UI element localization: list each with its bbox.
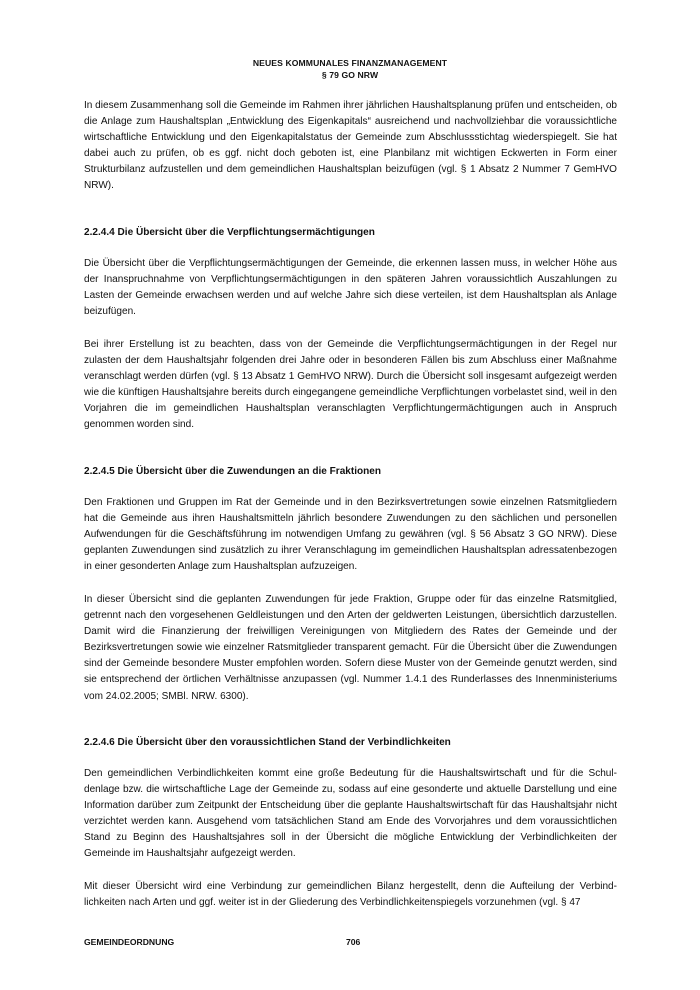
section-paragraph: Mit dieser Übersicht wird eine Verbindung zur gemeindlichen Bilanz hergestellt, denn die Aufteilung der Verbindlichkeiten nach Arten und ggf. weiter ist in der Gliederung des Verbindlichkeitenspiegels vorzunehmen (vgl. § 47 xyxy=(84,881,617,909)
intro-paragraph: In diesem Zusammenhang soll die Gemeinde im Rahmen ihrer jährlichen Haushaltsplanung prüfen und entscheiden, ob die Anlage zum Haushaltsplan „Entwicklung des Eigenkapitals“ ausreichend und nachvollziehbar die voraussichtliche wirtschaftliche Entwicklung und den Eigenkapitalstatus der Gemeinde zum Abschlussstichtag wiederspiegelt. Sie hat dabei auch zu prüfen, ob es ggf. nicht doch geboten ist, eine Planbilanz mit wichtigen Eckwerten in Form einer Strukturbilanz aufzustellen und dem gemeindlichen Haushaltsplan beizufügen (vgl. § 1 Absatz 2 Nummer 7 GemHVO NRW). xyxy=(84,100,617,192)
section-paragraph: Den gemeindlichen Verbindlichkeiten kommt eine große Bedeutung für die Haushaltswirtschaft und für die Schuldenlage bzw. die wirtschaftliche Lage der Gemeinde zu, sodass auf eine gesonderte und aktuelle Darstellung und eine Information darüber zum Zeitpunkt der Entscheidung über die geplante Haushaltswirtschaft für das Haushaltsjahr nicht verzichtet werden kann. Ausgehend vom tatsächlichen Stand am Ende des Vorvorjahres und dem voraussichtlichen Stand zu Beginn des Haushaltsjahres soll in der Übersicht die mögliche Entwicklung der Verbindlichkeiten der Gemeinde im Haushaltsjahr aufgezeigt werden. xyxy=(84,767,617,860)
header-section-ref: § 79 GO NRW xyxy=(321,70,379,80)
page-header xyxy=(0,57,700,81)
header-title: NEUES KOMMUNALES FINANZMANAGEMENT xyxy=(252,58,448,68)
section-paragraph: Die Übersicht über die Verpflichtungsermächtigungen der Gemeinde, die erkennen lassen muss, in welcher Höhe aus der Inanspruchnahme von Verpflichtungsermächtigungen in den späteren Jahren voraussichtlich Auszahlungen zu Lasten der Gemeinde erwachsen werden und auf welche Jahre sich diese verteilen, ist dem Haushaltsplan als Anlage beizufügen. xyxy=(84,257,617,317)
section-paragraph: Den Fraktionen und Gruppen im Rat der Gemeinde und in den Bezirksvertretungen sowie einzelnen Ratsmitgliedern hat die Gemeinde aus ihren Haushaltsmitteln jährlich besondere Zuwendungen zu den sächlichen und personellen Aufwendungen für die Geschäftsführung im notwendigen Umfang zu gewähren (vgl. § 56 Absatz 3 GO NRW). Diese geplanten Zuwendungen sind zusätzlich zu ihrer Veranschlagung im gemeindlichen Haushaltsplan adressatenbezogen in einer gesonderten Anlage zum Haushaltsplan aufzuzeigen. xyxy=(84,496,617,572)
footer-document-title: GEMEINDEORDNUNG xyxy=(84,937,175,947)
section-paragraph: Bei ihrer Erstellung ist zu beachten, dass von der Gemeinde die Verpflichtungsermächtigungen in der Regel nur zulasten der dem Haushaltsjahr folgenden drei Jahre oder in besonderen Fällen bis zum Abschluss einer Maßnahme veranschlagt werden dürfen (vgl. § 13 Absatz 1 GemHVO NRW). Durch die Übersicht soll insgesamt aufgezeigt werden wie die künftigen Haushaltsjahre bereits durch eingegangene gemeindliche Verpflichtungen vorbelastet sind, weil in den Vorjahren die im gemeindlichen Haushaltsplan veranschlagten Verpflichtungermächtigungen auch in Anspruch genommen worden sind. xyxy=(84,338,617,431)
page-number: 706 xyxy=(346,937,361,947)
document-body xyxy=(84,98,617,928)
section-heading-verbindlichkeiten: 2.2.4.6 Die Übersicht über den voraussichtlichen Stand der Verbindlichkeiten xyxy=(84,736,451,748)
section-paragraph: In dieser Übersicht sind die geplanten Zuwendungen für jede Fraktion, Gruppe oder für das einzelne Ratsmitglied, getrennt nach den vorgesehenen Geldleistungen und den Arten der geldwerten Leistungen, übersichtlich darzustellen. Damit wird die Finanzierung der freiwilligen Vereinigungen von Mitgliedern des Rates der Gemeinde und der Bezirksvertretungen sowie wie einzelner Ratsmitglieder transparent gemacht. Für die Übersicht über die Zuwendungen sind der Gemeinde besondere Muster empfohlen worden. Sofern diese Muster von der Gemeinde genutzt werden, sind sie entsprechend der örtlichen Verhältnisse anzupassen (vgl. Nummer 1.4.1 des Runderlasses des Innenministeriums vom 24.02.2005; SMBl. NRW. 6300). xyxy=(84,593,617,702)
section-heading-zuwendungen: 2.2.4.5 Die Übersicht über die Zuwendungen an die Fraktionen xyxy=(84,465,382,477)
section-heading-verpflichtungsermaechtigungen: 2.2.4.4 Die Übersicht über die Verpflichtungsermächtigungen xyxy=(84,226,375,238)
